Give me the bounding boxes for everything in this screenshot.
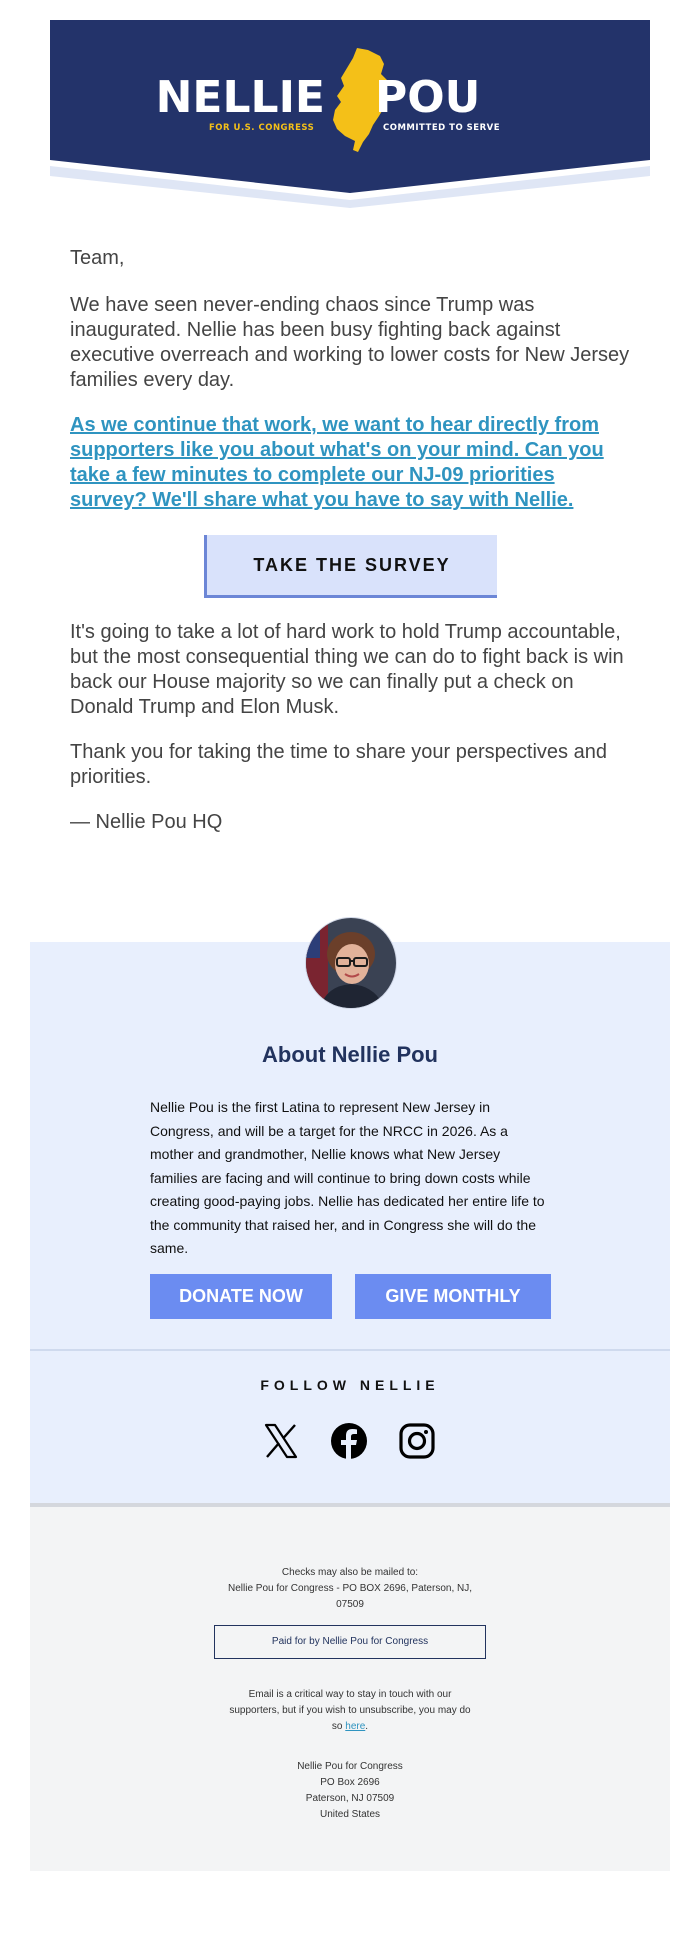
unsubscribe-link[interactable]: here (345, 1721, 366, 1732)
logo-tagline-left: FOR U.S. CONGRESS (209, 123, 315, 133)
checks-line-2: Nellie Pou for Congress - PO BOX 2696, Paterson, NJ, 07509 (228, 1583, 472, 1610)
signoff: — Nellie Pou HQ (70, 811, 223, 833)
address-box: PO Box 2696 (320, 1777, 380, 1788)
unsubscribe-end: . (365, 1721, 369, 1732)
survey-button-wrap (70, 535, 630, 598)
give-monthly-button[interactable]: GIVE MONTHLY (355, 1274, 551, 1319)
avatar (305, 917, 397, 1009)
address-city: Paterson, NJ 07509 (305, 1793, 395, 1804)
logo-name-left: NELLIE (155, 72, 325, 123)
x-icon[interactable] (262, 1422, 300, 1460)
header-banner-graphic (50, 20, 650, 220)
email-body (70, 246, 630, 855)
unsubscribe-info (225, 1687, 475, 1735)
greeting: Team, (70, 247, 125, 269)
survey-text-link[interactable]: As we continue that work, we want to hear directly from supporters like you about what's on your mind. Can you take a few minutes to complete our NJ-09 priorities survey? We'll share what you have to say with Nellie. (70, 414, 604, 511)
checks-info (225, 1565, 475, 1613)
paragraph-intro: We have seen never-ending chaos since Trump was inaugurated. Nellie has been busy fighting back against executive overreach and working to lower costs for New Jersey families every day. (70, 294, 630, 391)
follow-title: FOLLOW NELLIE (260, 1377, 440, 1393)
footer (30, 1507, 670, 1871)
address-name: Nellie Pou for Congress (297, 1761, 403, 1772)
header-banner (50, 20, 650, 220)
paragraph-thanks: Thank you for taking the time to share your perspectives and priorities. (70, 741, 607, 788)
paragraph-accountable: It's going to take a lot of hard work to hold Trump accountable, but the most consequential thing we can do to fight back is win back our House majority so we can finally put a check on Donald Trump and Elon Musk. (70, 621, 624, 718)
donate-now-button[interactable]: DONATE NOW (150, 1274, 332, 1319)
about-body: Nellie Pou is the first Latina to represent New Jersey in Congress, and will be a target for the NRCC in 2026. As a mother and grandmother, Nellie knows what New Jersey families are facing and will continue to bring down costs while creating good-paying jobs. Nellie has dedicated her entire life to the community that raised her, and in Congress she will do the same. (150, 1099, 545, 1256)
mailing-address (225, 1759, 475, 1823)
take-survey-button[interactable]: TAKE THE SURVEY (204, 535, 497, 598)
portrait-image (306, 918, 396, 1008)
about-title: About Nellie Pou (262, 1042, 438, 1067)
follow-section (30, 1351, 670, 1503)
address-country: United States (319, 1809, 381, 1820)
unsubscribe-text: Email is a critical way to stay in touch with our supporters, but if you wish to unsubscribe, you may do so (229, 1689, 471, 1732)
instagram-icon[interactable] (398, 1422, 436, 1460)
checks-line-1: Checks may also be mailed to: (281, 1567, 419, 1578)
facebook-icon[interactable] (330, 1422, 368, 1460)
paid-for-box: Paid for by Nellie Pou for Congress (214, 1625, 486, 1659)
logo-name-right: POU (375, 72, 481, 123)
logo-tagline-right: COMMITTED TO SERVE (383, 123, 500, 133)
